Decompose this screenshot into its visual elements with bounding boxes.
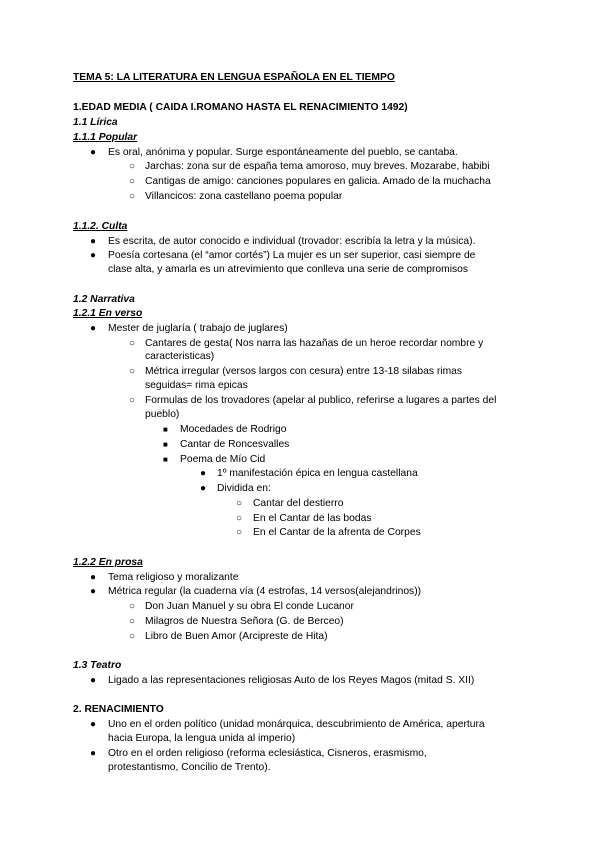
verso-item: Mester de juglaría ( trabajo de juglares) bbox=[108, 323, 288, 334]
heading-culta: 1.1.2. Culta bbox=[73, 221, 128, 232]
bullet-circle: ○ bbox=[129, 176, 136, 187]
verso-sub-2-line-2: seguidas= rima epicas bbox=[145, 380, 248, 391]
popular-sub-jarchas: Jarchas: zona sur de españa tema amoroso, muy breves. Mozarabe, habibi bbox=[145, 161, 490, 172]
bullet-disc: ● bbox=[90, 675, 97, 686]
cantar-afrenta: En el Cantar de la afrenta de Corpes bbox=[253, 527, 421, 538]
bullet-disc: ● bbox=[90, 586, 97, 597]
bullet-circle: ○ bbox=[236, 513, 243, 524]
bullet-circle: ○ bbox=[129, 366, 136, 377]
verso-sub-2-line-1: Métrica irregular (versos largos con cesura) entre 13-18 silabas rimas bbox=[145, 366, 463, 377]
verso-work-mocedades: Mocedades de Rodrigo bbox=[180, 424, 287, 435]
prosa-sub-milagros: Milagros de Nuestra Señora (G. de Berceo) bbox=[145, 616, 344, 627]
bullet-disc: ● bbox=[90, 323, 97, 334]
bullet-circle: ○ bbox=[129, 161, 136, 172]
bullet-circle: ○ bbox=[129, 338, 136, 349]
subsection-lirica: 1.1 Lírica bbox=[73, 117, 118, 128]
bullet-square: ■ bbox=[163, 440, 168, 449]
bullet-square: ■ bbox=[163, 455, 168, 464]
prosa-sub-lucanor: Don Juan Manuel y su obra El conde Lucanor bbox=[145, 601, 354, 612]
renacimiento-item-1-line-2: hacia Europa, la lengua unida al imperio) bbox=[108, 733, 296, 744]
bullet-circle: ○ bbox=[129, 395, 136, 406]
heading-en-verso: 1.2.1 En verso bbox=[73, 308, 143, 319]
renacimiento-item-2-line-1: Otro en el orden religioso (reforma eclesiástica, Cisneros, erasmismo, bbox=[108, 748, 427, 759]
bullet-disc: ● bbox=[200, 483, 207, 494]
verso-work-roncesvalles: Cantar de Roncesvalles bbox=[180, 439, 290, 450]
bullet-disc: ● bbox=[90, 250, 97, 261]
verso-sub-3-line-1: Formulas de los trovadores (apelar al publico, referirse a lugares a partes del bbox=[145, 395, 497, 406]
verso-sub-1-line-2: caracteristicas) bbox=[145, 351, 215, 362]
verso-work-mio-cid: Poema de Mío Cid bbox=[180, 454, 266, 465]
culta-item-2-line-2: clase alta, y amarla es un atrevimiento que conlleva una serie de compromisos bbox=[108, 264, 468, 275]
bullet-circle: ○ bbox=[129, 601, 136, 612]
bullet-disc: ● bbox=[90, 147, 97, 158]
verso-sub-1-line-1: Cantares de gesta( Nos narra las hazañas de un heroe recordar nombre y bbox=[145, 338, 484, 349]
culta-item-1: Es escrita, de autor conocido e individual (trovador: escribía la letra y la música). bbox=[108, 236, 476, 247]
bullet-circle: ○ bbox=[129, 616, 136, 627]
subsection-teatro: 1.3 Teatro bbox=[73, 660, 122, 671]
subsection-narrativa: 1.2 Narrativa bbox=[73, 294, 135, 305]
popular-sub-villancicos: Villancicos: zona castellano poema popular bbox=[145, 191, 343, 202]
document-title: TEMA 5: LA LITERATURA EN LENGUA ESPAÑOLA EN EL TIEMPO bbox=[73, 72, 395, 83]
bullet-disc: ● bbox=[90, 572, 97, 583]
bullet-circle: ○ bbox=[236, 498, 243, 509]
cantar-bodas: En el Cantar de las bodas bbox=[253, 513, 372, 524]
mio-cid-note-2: Dividida en: bbox=[217, 483, 271, 494]
bullet-circle: ○ bbox=[129, 191, 136, 202]
bullet-circle: ○ bbox=[236, 527, 243, 538]
popular-sub-cantigas: Cantigas de amigo: canciones populares en galicia. Amado de la muchacha bbox=[145, 176, 491, 187]
mio-cid-note-1: 1º manifestación épica en lengua castellana bbox=[217, 468, 418, 479]
renacimiento-item-1-line-1: Uno en el orden político (unidad monárquica, descubrimiento de América, apertura bbox=[108, 719, 485, 730]
cantar-destierro: Cantar del destierro bbox=[253, 498, 344, 509]
prosa-item-2: Métrica regular (la cuaderna vía (4 estrofas, 14 versos(alejandrinos)) bbox=[108, 586, 422, 597]
culta-item-2-line-1: Poesía cortesana (el “amor cortés”) La mujer es un ser superior, casi siempre de bbox=[108, 250, 476, 261]
bullet-square: ■ bbox=[163, 425, 168, 434]
bullet-disc: ● bbox=[90, 748, 97, 759]
bullet-disc: ● bbox=[90, 719, 97, 730]
prosa-sub-buen-amor: Libro de Buen Amor (Arcipreste de Hita) bbox=[145, 631, 328, 642]
verso-sub-3-line-2: pueblo) bbox=[145, 409, 180, 420]
section-1-heading: 1.EDAD MEDIA ( CAIDA I.ROMANO HASTA EL RENACIMIENTO 1492) bbox=[73, 102, 408, 113]
prosa-item-1: Tema religioso y moralizante bbox=[108, 572, 239, 583]
popular-item: Es oral, anónima y popular. Surge espontáneamente del pueblo, se cantaba. bbox=[108, 147, 458, 158]
heading-en-prosa: 1.2.2 En prosa bbox=[73, 557, 143, 568]
teatro-item: Ligado a las representaciones religiosas Auto de los Reyes Magos (mitad S. XII) bbox=[108, 675, 475, 686]
section-2-heading: 2. RENACIMIENTO bbox=[73, 704, 164, 715]
bullet-disc: ● bbox=[90, 236, 97, 247]
bullet-disc: ● bbox=[200, 468, 207, 479]
heading-popular: 1.1.1 Popular bbox=[73, 132, 138, 143]
bullet-circle: ○ bbox=[129, 631, 136, 642]
renacimiento-item-2-line-2: protestantismo, Concilio de Trento). bbox=[108, 762, 271, 773]
